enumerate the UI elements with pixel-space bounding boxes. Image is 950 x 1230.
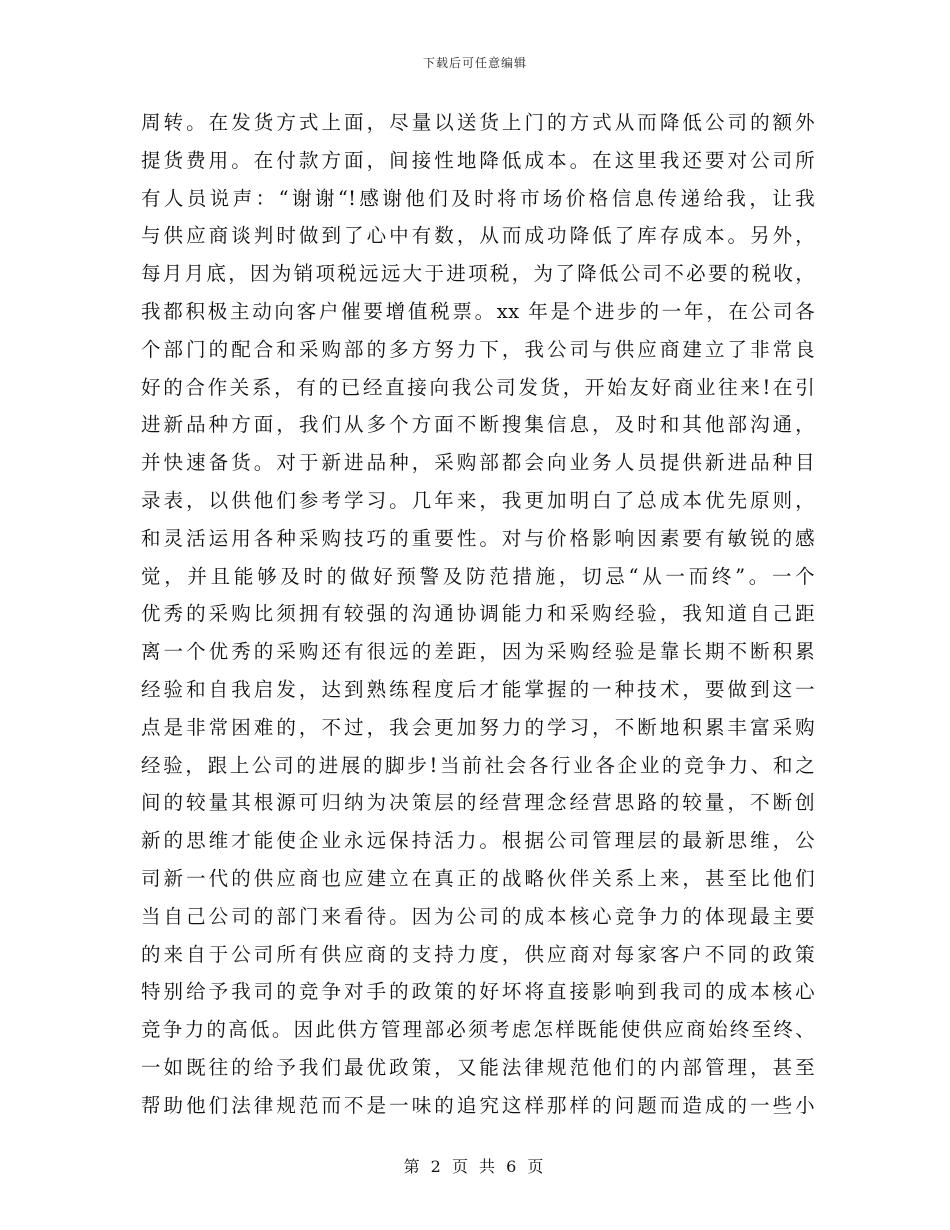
- body-line: 经验，跟上公司的进展的脚步!当前社会各行业各企业的竞争力、和之: [141, 753, 815, 777]
- body-line: 优秀的采购比须拥有较强的沟通协调能力和采购经验，我知道自己距: [141, 602, 815, 626]
- body-line: 觉，并且能够及时的做好预警及防范措施，切忌“从一而终”。一个: [141, 564, 815, 588]
- body-line: 当自己公司的部门来看待。因为公司的成本核心竞争力的体现最主要: [141, 904, 815, 928]
- page-number-footer: 第 2 页 共 6 页: [403, 1157, 547, 1176]
- body-line: 点是非常困难的，不过，我会更加努力的学习，不断地积累丰富采购: [141, 715, 815, 739]
- body-line: 个部门的配合和采购部的多方努力下，我公司与供应商建立了非常良: [141, 337, 815, 361]
- body-line: 周转。在发货方式上面，尽量以送货上门的方式从而降低公司的额外: [141, 111, 815, 134]
- body-line: 与供应商谈判时做到了心中有数，从而成功降低了库存成本。另外，: [141, 224, 815, 248]
- body-line: 进新品种方面，我们从多个方面不断搜集信息，及时和其他部沟通，: [141, 413, 815, 437]
- body-line: 司新一代的供应商也应建立在真正的战略伙伴关系上来，甚至比他们: [141, 866, 815, 890]
- body-line: 录表，以供他们参考学习。几年来，我更加明白了总成本优先原则，: [141, 488, 815, 512]
- body-line: 有人员说声：“谢谢“!感谢他们及时将市场价格信息传递给我，让我: [141, 186, 815, 210]
- body-line: 新的思维才能使企业永远保持活力。根据公司管理层的最新思维，公: [141, 829, 815, 853]
- body-line: 离一个优秀的采购还有很远的差距，因为采购经验是靠长期不断积累: [141, 640, 815, 664]
- body-line: 每月月底，因为销项税远远大于进项税，为了降低公司不必要的税收，: [141, 262, 815, 286]
- body-line: 我都积极主动向客户催要增值税票。xx 年是个进步的一年，在公司各: [141, 299, 815, 323]
- body-line: 并快速备货。对于新进品种，采购部都会向业务人员提供新进品种目: [141, 451, 815, 475]
- body-line: 间的较量其根源可归纳为决策层的经营理念经营思路的较量，不断创: [141, 791, 815, 815]
- body-line: 好的合作关系，有的已经直接向我公司发货，开始友好商业往来!在引: [141, 375, 815, 399]
- body-line: 和灵活运用各种采购技巧的重要性。对与价格影响因素要有敏锐的感: [141, 526, 815, 550]
- body-line: 的来自于公司所有供应商的支持力度，供应商对每家客户不同的政策: [141, 942, 815, 966]
- body-line: 帮助他们法律规范而不是一味的追究这样那样的问题而造成的一些小: [141, 1093, 815, 1117]
- body-line: 竞争力的高低。因此供方管理部必须考虑怎样既能使供应商始终至终、: [141, 1018, 815, 1042]
- body-line: 经验和自我启发，达到熟练程度后才能掌握的一种技术，要做到这一: [141, 677, 815, 701]
- body-line: 一如既往的给予我们最优政策，又能法律规范他们的内部管理，甚至: [141, 1055, 815, 1079]
- document-body: [141, 104, 815, 1125]
- body-line: 提货费用。在付款方面，间接性地降低成本。在这里我还要对公司所: [141, 148, 815, 172]
- page-header: 下载后可任意编辑: [422, 56, 527, 70]
- body-line: 特别给予我司的竞争对手的政策的好坏将直接影响到我司的成本核心: [141, 980, 815, 1004]
